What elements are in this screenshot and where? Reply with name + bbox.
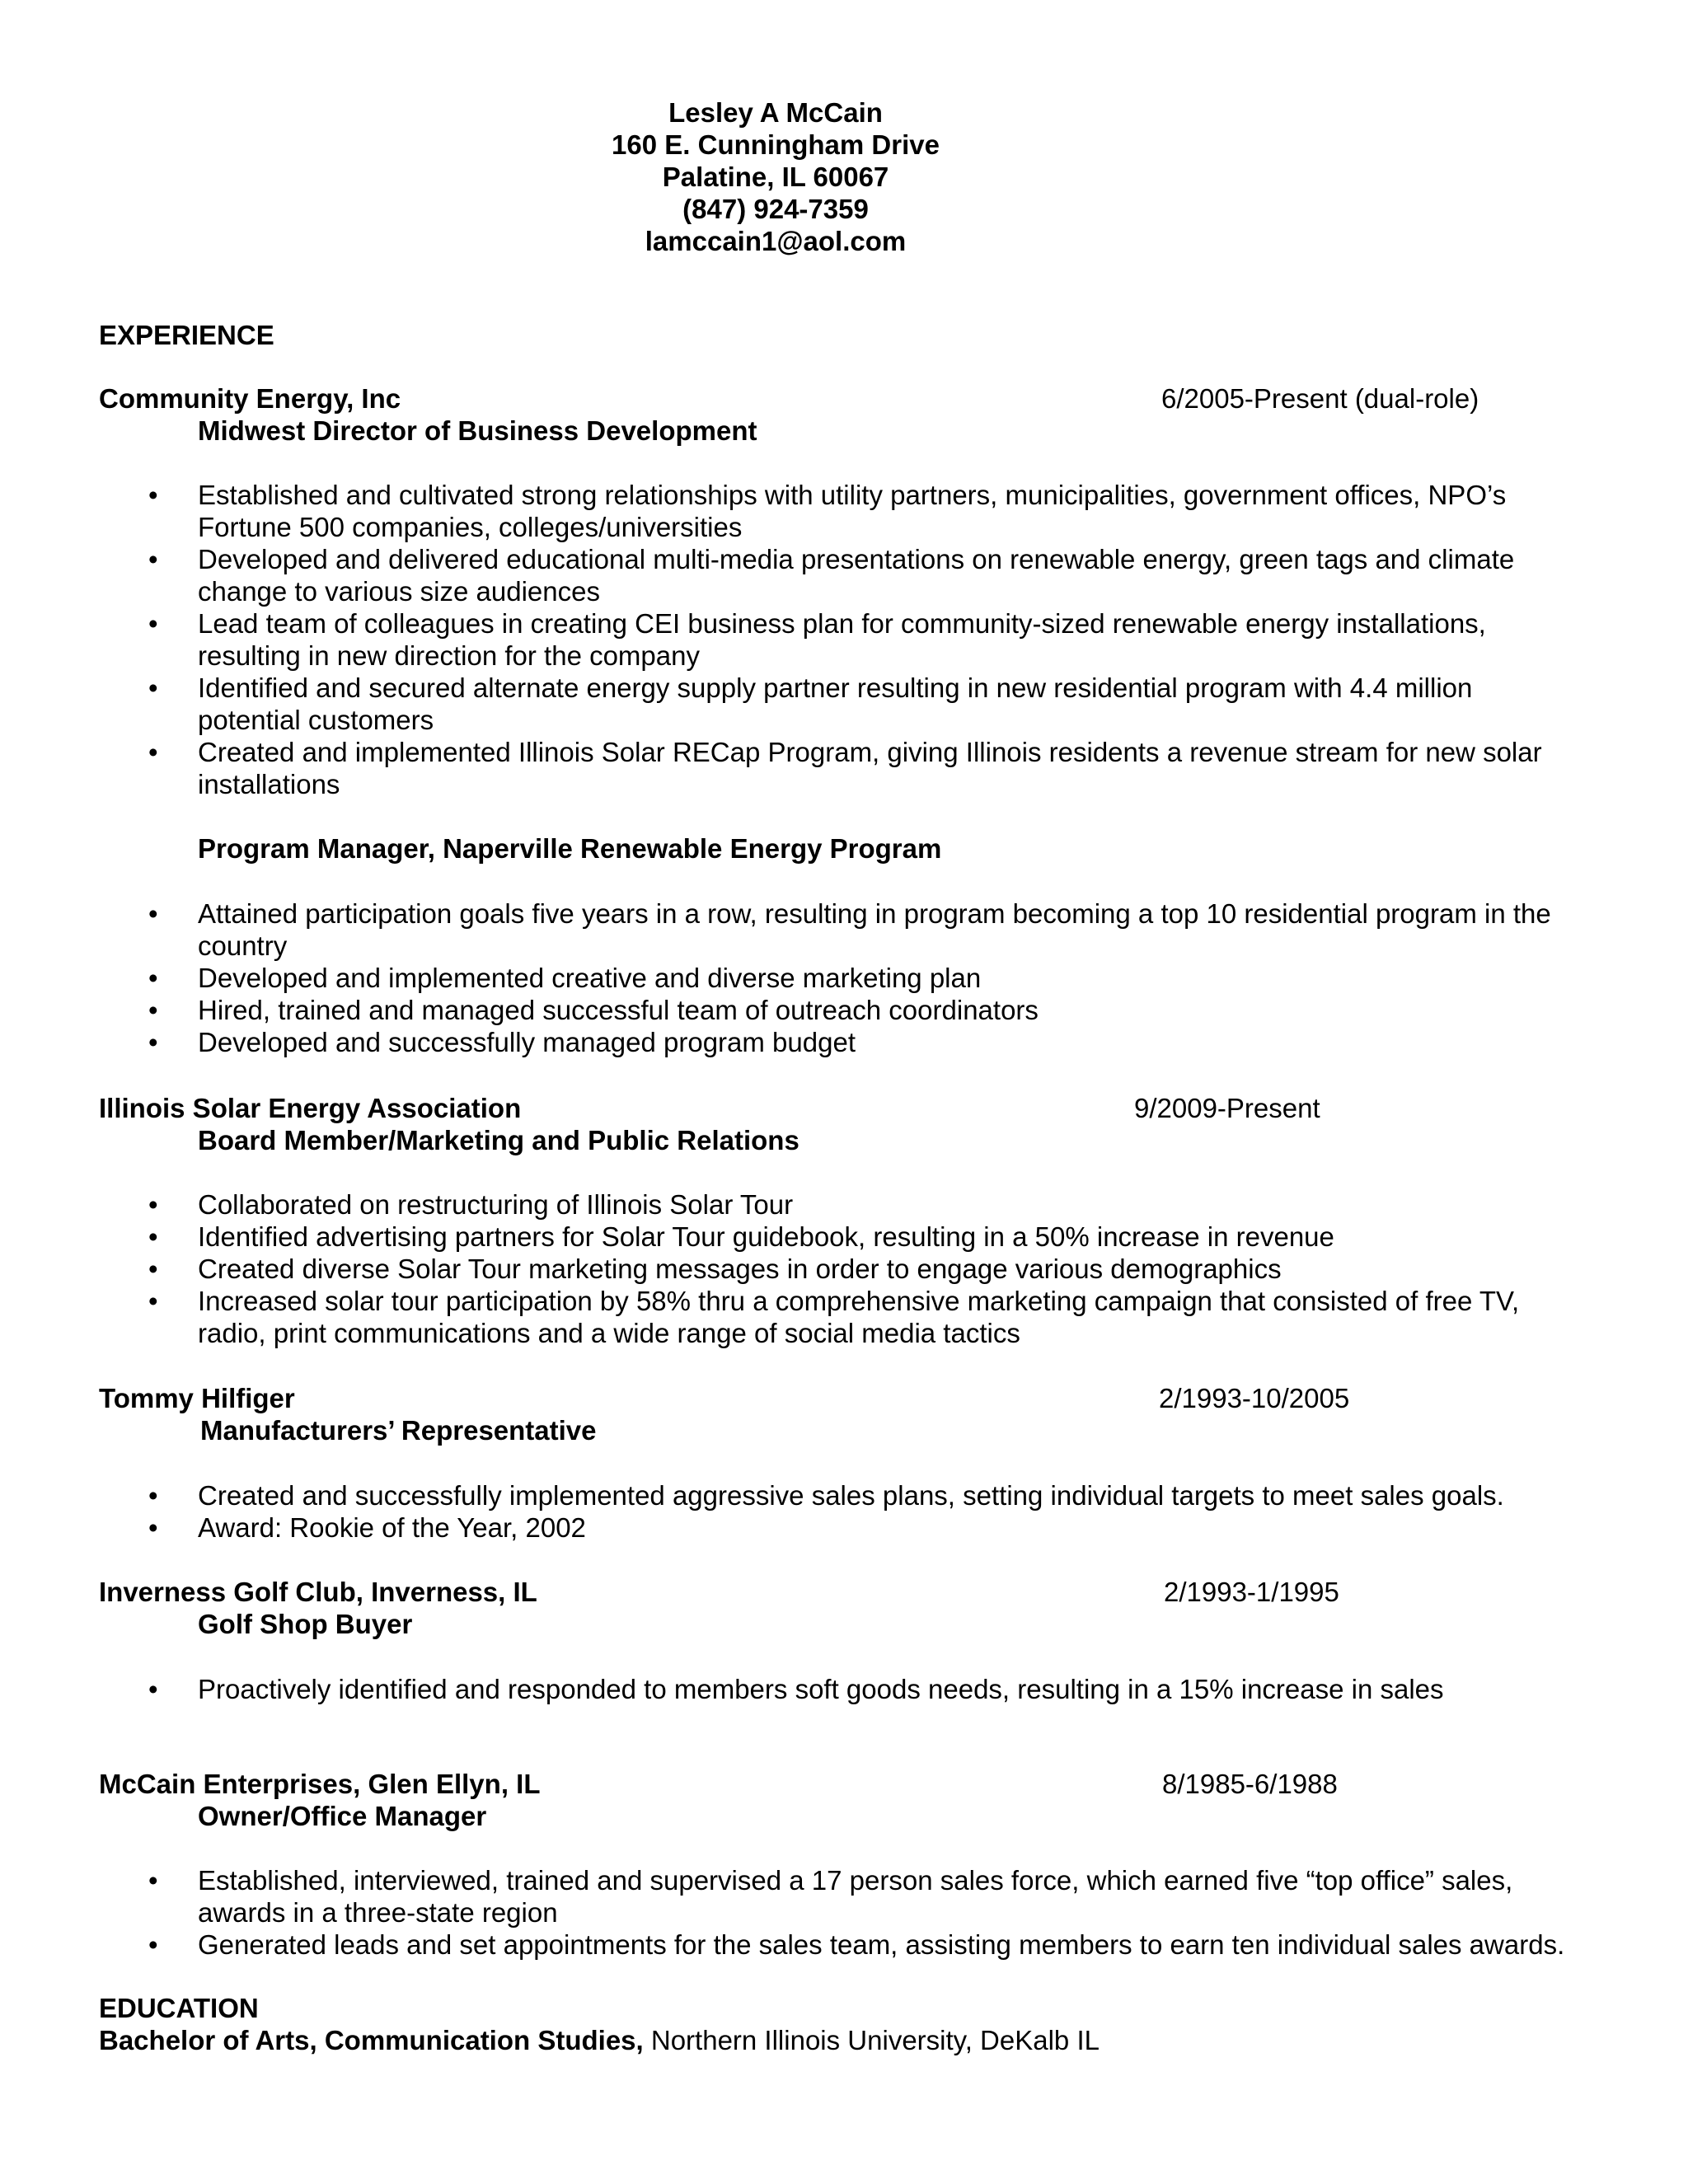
job-title: Midwest Director of Business Development bbox=[198, 415, 757, 446]
job-header bbox=[99, 1576, 1582, 1608]
job-bullet: • Generated leads and set appointments for the sales team, assisting members to earn ten individual sales awards. bbox=[99, 1929, 1582, 1961]
job-header bbox=[99, 1768, 1582, 1800]
job-bullet: • Award: Rookie of the Year, 2002 bbox=[99, 1511, 1582, 1544]
job-title: Manufacturers’ Representative bbox=[200, 1415, 597, 1446]
email-address: lamccain1@aol.com bbox=[645, 226, 907, 256]
job-header bbox=[99, 382, 1582, 415]
street-address: 160 E. Cunningham Drive bbox=[612, 129, 940, 160]
job-dates: 2/1993-10/2005 bbox=[1159, 1383, 1350, 1413]
job-dates: 8/1985-6/1988 bbox=[1162, 1769, 1338, 1799]
job-bullet: • Collaborated on restructuring of Illinois Solar Tour bbox=[99, 1188, 1582, 1221]
employer-name: Tommy Hilfiger bbox=[99, 1383, 295, 1413]
contact-header bbox=[0, 96, 1551, 257]
job-bullet-list bbox=[99, 1864, 1582, 1961]
job-dates: 9/2009-Present bbox=[1134, 1093, 1320, 1123]
job-bullet: • Created diverse Solar Tour marketing messages in order to engage various demographics bbox=[99, 1253, 1582, 1285]
job-bullet: • Increased solar tour participation by 58% thru a comprehensive marketing campaign that consisted of free TV, radio, print communications and a wide range of social media tactics bbox=[99, 1285, 1582, 1349]
job-bullet: • Established and cultivated strong relationships with utility partners, municipalities, government offices, NPO’s Fortune 500 companies, colleges/universities bbox=[99, 479, 1582, 543]
school: Northern Illinois University, DeKalb IL bbox=[643, 2025, 1100, 2055]
job-bullet: • Proactively identified and responded to members soft goods needs, resulting in a 15% increase in sales bbox=[99, 1673, 1582, 1705]
job-header bbox=[99, 1092, 1582, 1124]
job-bullet: • Created and successfully implemented aggressive sales plans, setting individual targets to meet sales goals. bbox=[99, 1479, 1582, 1511]
job-title: Golf Shop Buyer bbox=[198, 1609, 413, 1639]
job-title: Board Member/Marketing and Public Relations bbox=[198, 1125, 799, 1155]
job-bullet: • Developed and implemented creative and diverse marketing plan bbox=[99, 962, 1582, 994]
job-bullet-list bbox=[99, 1673, 1582, 1705]
job-bullet-list bbox=[99, 479, 1582, 800]
job-bullet: • Hired, trained and managed successful team of outreach coordinators bbox=[99, 994, 1582, 1026]
job-bullet: • Attained participation goals five years in a row, resulting in program becoming a top 10 residential program in the country bbox=[99, 898, 1582, 962]
job-bullet: • Created and implemented Illinois Solar RECap Program, giving Illinois residents a revenue stream for new solar installations bbox=[99, 736, 1582, 800]
job-bullet-list bbox=[99, 1479, 1582, 1544]
phone-number: (847) 924-7359 bbox=[682, 194, 869, 224]
job-bullet: • Developed and successfully managed program budget bbox=[99, 1026, 1582, 1058]
employer-name: Illinois Solar Energy Association bbox=[99, 1093, 522, 1123]
job-bullet: • Established, interviewed, trained and supervised a 17 person sales force, which earned five “top office” sales, awards in a three-state region bbox=[99, 1864, 1582, 1929]
job-header bbox=[99, 1382, 1582, 1414]
job-bullet-list bbox=[99, 898, 1582, 1058]
job-bullet: • Identified and secured alternate energy supply partner resulting in new residential program with 4.4 million potential customers bbox=[99, 672, 1582, 736]
degree: Bachelor of Arts, Communication Studies, bbox=[99, 2025, 644, 2055]
education-entry bbox=[99, 2024, 1100, 2056]
job-bullet: • Lead team of colleagues in creating CEI business plan for community-sized renewable energy installations, resulting in new direction for the company bbox=[99, 607, 1582, 672]
job-bullet: • Developed and delivered educational multi-media presentations on renewable energy, green tags and climate change to various size audiences bbox=[99, 543, 1582, 607]
job-title: Owner/Office Manager bbox=[198, 1801, 487, 1831]
city-state-zip: Palatine, IL 60067 bbox=[662, 162, 889, 192]
job-dates: 2/1993-1/1995 bbox=[1164, 1577, 1339, 1607]
employer-name: Inverness Golf Club, Inverness, IL bbox=[99, 1577, 537, 1607]
employer-name: Community Energy, Inc bbox=[99, 383, 401, 414]
job-bullet: • Identified advertising partners for Solar Tour guidebook, resulting in a 50% increase in revenue bbox=[99, 1221, 1582, 1253]
experience-heading: EXPERIENCE bbox=[99, 320, 274, 350]
job-dates: 6/2005-Present (dual-role) bbox=[1161, 383, 1479, 414]
candidate-name: Lesley A McCain bbox=[668, 97, 883, 128]
employer-name: McCain Enterprises, Glen Ellyn, IL bbox=[99, 1769, 541, 1799]
job-title: Program Manager, Naperville Renewable Energy Program bbox=[198, 833, 942, 864]
job-bullet-list bbox=[99, 1188, 1582, 1349]
education-heading: EDUCATION bbox=[99, 1993, 259, 2023]
